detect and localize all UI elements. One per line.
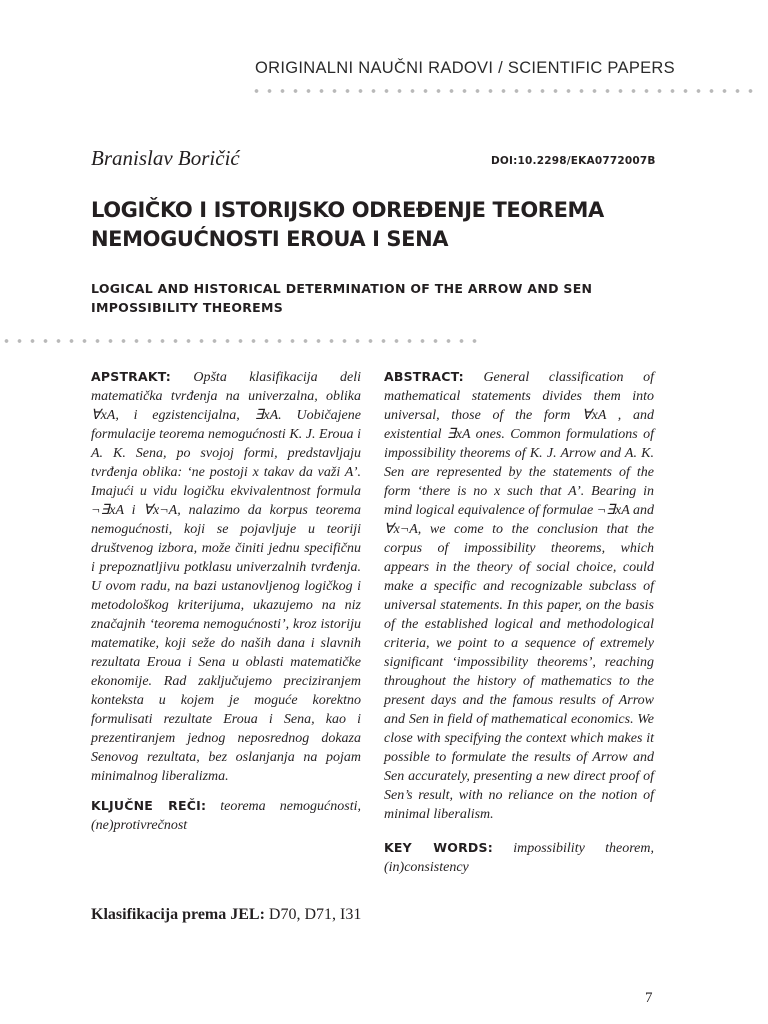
- article-title-serbian: LOGIČKO I ISTORIJSKO ODREĐENJE TEOREMA NEMOGUĆNOSTI EROUA I SENA: [91, 198, 604, 251]
- dotted-divider-middle: [0, 338, 478, 344]
- keywords-serbian-label: KLJUČNE REČI:: [91, 798, 207, 813]
- dotted-divider-top: [250, 88, 760, 94]
- doi-label[interactable]: DOI:10.2298/EKA0772007B: [491, 155, 656, 167]
- abstract-serbian-label: APSTRAKT:: [91, 369, 171, 384]
- jel-classification: [91, 906, 361, 924]
- abstract-english-paragraph: [384, 367, 654, 824]
- journal-section-header: ORIGINALNI NAUČNI RADOVI / SCIENTIFIC PAPERS: [255, 59, 675, 77]
- keywords-serbian: [91, 796, 361, 835]
- article-title-english: LOGICAL AND HISTORICAL DETERMINATION OF THE ARROW AND SEN IMPOSSIBILITY THEOREMS: [91, 281, 593, 315]
- keywords-english-text: impossibility theorem, (in)consistency: [384, 841, 654, 875]
- author-name: Branislav Boričić: [91, 146, 240, 170]
- abstract-serbian-text: Opšta klasifikacija deli matematička tvrđenja na univerzalna, oblika ∀xA, i egzistencijalna, ∃xA. Uobičajene formulacije teorema nemogućnosti K. J. Eroua i A. K. Sena, po svojoj formi, predstavljaju tvrđenja oblika: ‘ne postoji x takav da važi A’. Imajući u vidu logičku ekvivalentnost formula ¬∃xA i ∀x¬A, nalazimo da korpus teorema nemogućnosti, koji se pojavljuje u teoriji društvenog izbora, može činiti jednu specifičnu i prepoznatljivu potklasu univerzalnih tvrđenja. U ovom radu, na bazi ustanovljenog logičkog i metodološkog kriterijuma, ukazujemo na niz značajnih ‘teorema nemogućnosti’, kroz istoriju matematike, koji seže do naših dana i slavnih rezultata Eroua i Sena u oblasti matematičke ekonomije. Rad zaključujemo preciziranjem konteksta u kojem je moguće korektno formulisati rezultate Eroua i Sena, kao i prezentiranjem jednog neposrednog dokaza Senovog rezultata, bez oslanjanja na pojam minimalnog liberalizma.: [91, 370, 361, 784]
- jel-codes: D70, D71, I31: [268, 906, 362, 923]
- jel-label: Klasifikacija prema JEL:: [91, 906, 265, 923]
- keywords-english-label: KEY WORDS:: [384, 840, 493, 855]
- abstract-english-label: ABSTRACT:: [384, 369, 464, 384]
- keywords-serbian-text: teorema nemogućnosti, (ne)protivrečnost: [91, 799, 362, 833]
- abstract-serbian: [91, 367, 361, 835]
- abstract-english: [384, 367, 654, 877]
- page-number: 7: [645, 990, 653, 1006]
- abstract-serbian-paragraph: [91, 367, 361, 786]
- keywords-english: [384, 838, 654, 877]
- abstract-english-text: General classification of mathematical statements divides them into universal, those of the form ∀xA , and existential ∃xA ones. Common formulations of impossibility theorems of K. J. Arrow and A. K. Sen are represented by the statements of the form ‘there is no x such that A’. Bearing in mind logical equivalence of formulae ¬∃xA and ∀x¬A, we come to the conclusion that the corpus of impossibility theorems, which appears in the theory of social choice, could make a specific and recognizable subclass of universal statements. In this paper, on the basis of the established logical and methodological criteria, we point to a sequence of extremely significant ‘impossibility theorems’, reaching throughout the history of mathematics to the present days and the famous results of Arrow and Sen in field of mathematical economics. We close with specifying the context which makes it possible to formulate the results of Arrow and Sen accurately, presenting a new direct proof of Sen’s result, with no reliance on the notion of minimal liberalism.: [384, 370, 655, 822]
